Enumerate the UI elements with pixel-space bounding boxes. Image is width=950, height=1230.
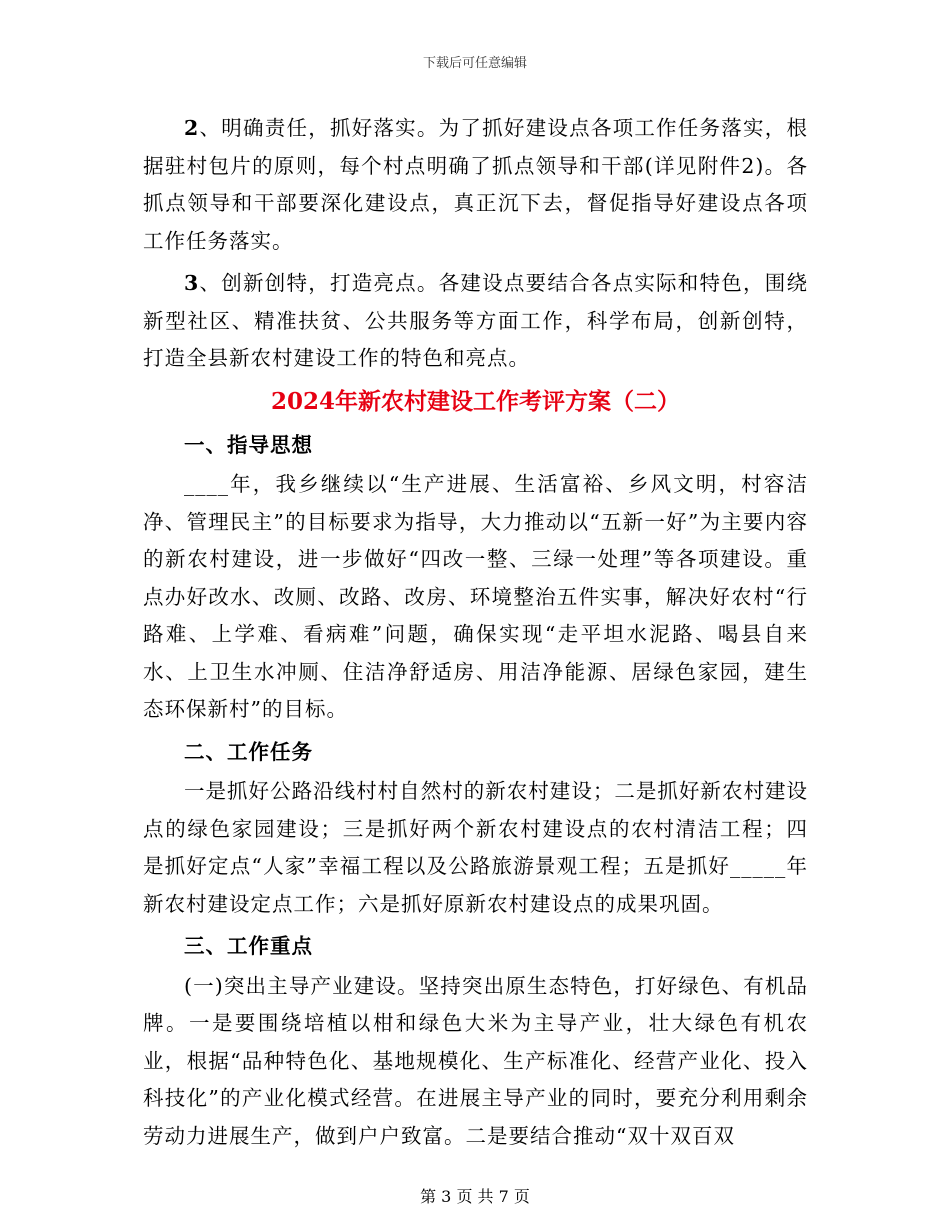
section-heading-tasks: 二、工作任务 — [184, 739, 313, 764]
paragraph-tasks: 一是抓好公路沿线村村自然村的新农村建设；二是抓好新农村建设点的绿色家园建设；三是抓好两个新农村建设点的农村清洁工程；四是抓好定点“人家”幸福工程以及公路旅游景观工程；五是抓好_____年新农村建设定点工作；六是抓好原新农村建设点的成果巩固。 — [143, 779, 808, 916]
item-text: 、创新创特，打造亮点。各建设点要结合各点实际和特色，围绕新型社区、精准扶贫、公共服务等方面工作，科学布局，创新创特，打造全县新农村建设工作的特色和亮点。 — [143, 271, 808, 370]
item-text: 、明确责任，抓好落实。为了抓好建设点各项工作任务落实，根据驻村包片的原则，每个村点明确了抓点领导和干部(详见附件2)。各抓点领导和干部要深化建设点，真正沉下去，督促指导好建设点各项工作任务落实。 — [143, 116, 808, 253]
paragraph-item-3 — [143, 265, 808, 378]
document-title: 2024年新农村建设工作考评方案（二） — [270, 387, 680, 415]
document-body — [143, 110, 808, 1160]
item-number: 2 — [184, 116, 200, 140]
section-heading-guiding: 一、指导思想 — [184, 432, 313, 457]
paragraph-focus: (一)突出主导产业建设。坚持突出原生态特色，打好绿色、有机品牌。一是要围绕培植以柑和绿色大米为主导产业，壮大绿色有机农业，根据“品种特色化、基地规模化、生产标准化、经营产业化、投入科技化”的产业化模式经营。在进展主导产业的同时，要充分利用剩余劳动力进展生产，做到户户致富。二是要结合推动“双十双百双 — [143, 973, 808, 1148]
page-header: 下载后可任意编辑 — [422, 56, 527, 71]
paragraph-guiding: ____年，我乡继续以“生产进展、生活富裕、乡风文明，村容洁净、管理民主”的目标要求为指导，大力推动以“五新一好”为主要内容的新农村建设，进一步做好“四改一整、三绿一处理”等各项建设。重点办好改水、改厕、改路、改房、环境整治五件实事，解决好农村“行路难、上学难、看病难”问题，确保实现“走平坦水泥路、喝县自来水、上卫生水冲厕、住洁净舒适房、用洁净能源、居绿色家园，建生态环保新村”的目标。 — [143, 472, 808, 721]
page-footer: 第 3 页 共 7 页 — [420, 1187, 530, 1206]
section-heading-focus: 三、工作重点 — [184, 934, 313, 958]
item-number: 3 — [184, 271, 200, 295]
paragraph-item-2 — [143, 110, 808, 260]
